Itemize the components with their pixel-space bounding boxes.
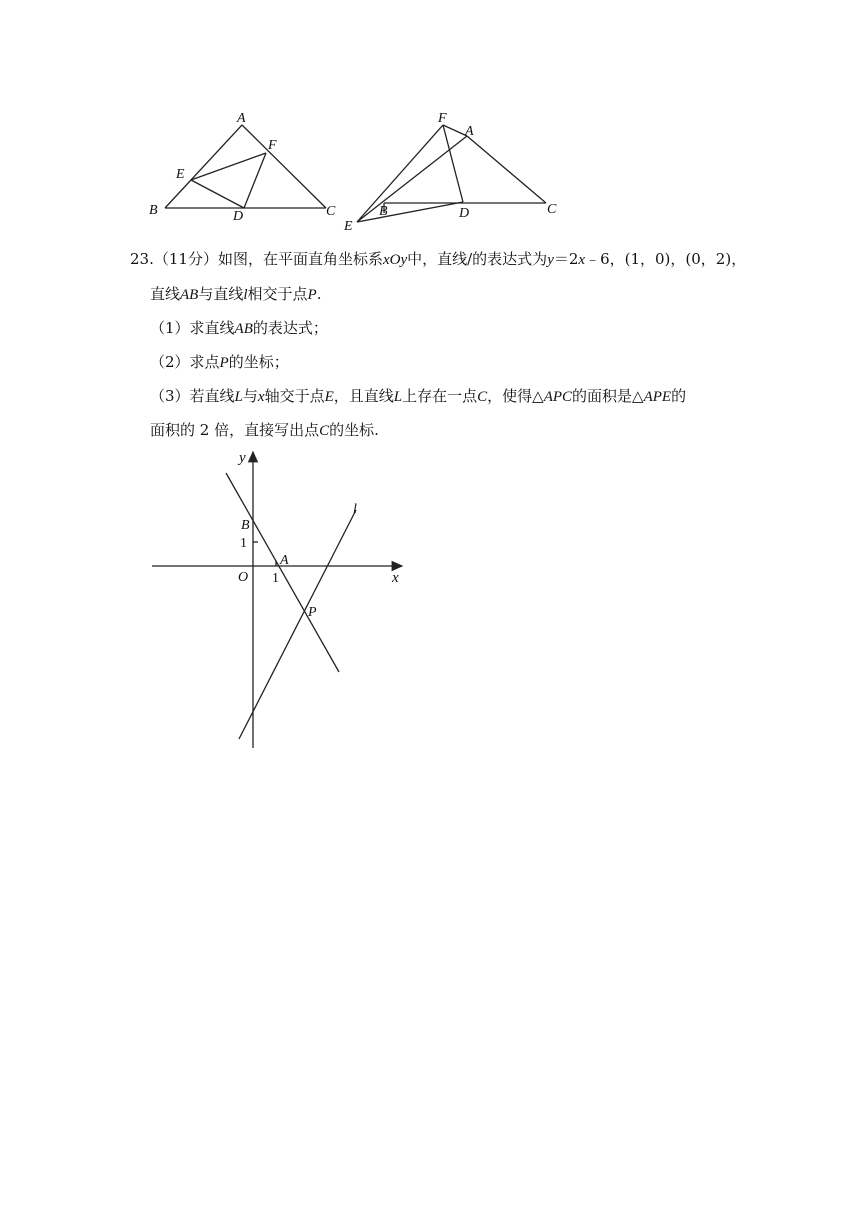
part2-var: P — [219, 355, 229, 371]
part3-text-g: 的面积是△ — [572, 387, 644, 405]
figure-triangle-1 — [140, 105, 350, 230]
segment-ED — [191, 180, 244, 208]
label-E: E — [344, 219, 353, 234]
eq-tail: ﹣6，(1，0)，(0，2)， — [585, 250, 747, 268]
question-part-3 — [150, 386, 686, 407]
label-D: D — [233, 209, 244, 224]
part1-text-a: （1）求直线 — [150, 319, 235, 337]
axis-label-x: x — [392, 570, 399, 586]
part1-var: AB — [234, 321, 253, 337]
question-part-2 — [150, 352, 289, 373]
var-x: x — [578, 252, 586, 268]
segment-FE — [357, 125, 443, 222]
question-number: 23. — [130, 250, 154, 268]
line-l — [239, 510, 356, 739]
axis-label-y: y — [239, 450, 246, 466]
part2-text-a: （2）求点 — [150, 353, 220, 371]
part3-var-L2: L — [393, 389, 403, 405]
label-F: F — [438, 111, 447, 126]
part3-text-f: ，使得△ — [487, 387, 544, 405]
part3-text-c: 轴交于点 — [264, 387, 325, 405]
part3-var-APE: APE — [643, 389, 672, 405]
question-part-1 — [150, 318, 328, 339]
eq-mid: ＝2 — [553, 250, 579, 268]
line2-text-a: 直线 — [150, 285, 181, 303]
tick-label-x-1: 1 — [272, 571, 279, 586]
label-C: C — [547, 202, 557, 217]
segment-AC — [467, 136, 546, 203]
segment-EF — [191, 153, 266, 180]
label-C: C — [326, 204, 336, 219]
segment-FD — [244, 153, 266, 208]
label-B: B — [379, 204, 388, 219]
part2-text-b: 的坐标； — [228, 353, 289, 371]
label-A: A — [465, 124, 474, 139]
line2-text-d: . — [316, 285, 322, 303]
label-B: B — [149, 203, 158, 218]
part3-text-a: （3）若直线 — [150, 387, 235, 405]
part3-var-C: C — [477, 389, 488, 405]
label-E: E — [176, 167, 185, 182]
label-B: B — [241, 518, 250, 533]
segment-EA — [357, 136, 470, 222]
part3-text-e: 上存在一点 — [402, 387, 478, 405]
line2-text-c: 相交于点 — [247, 285, 308, 303]
question-points: （11分） — [153, 250, 218, 268]
part1-text-b: 的表达式； — [252, 319, 328, 337]
segment-FA — [443, 125, 467, 136]
intro-text-a: 如图，在平面直角坐标系 — [217, 250, 383, 268]
segment-AC — [242, 125, 326, 208]
coordinate-graph-svg — [140, 440, 420, 760]
coordinate-graph — [140, 440, 420, 760]
origin-label: O — [238, 570, 249, 585]
question-part-3-line-2 — [150, 420, 379, 441]
var-y: y — [547, 252, 554, 268]
label-P: P — [308, 605, 317, 620]
label-F: F — [268, 138, 277, 153]
line2-text-b: 与直线 — [198, 285, 244, 303]
tick-label-y-1: 1 — [240, 536, 247, 551]
var-P: P — [307, 287, 317, 303]
part3-var-APC: APC — [543, 389, 573, 405]
segment-FD — [443, 125, 463, 202]
figure-triangle-2-svg — [340, 105, 570, 235]
label-A: A — [237, 111, 246, 126]
part3-line2-text-b: 的坐标. — [329, 421, 379, 439]
part3-text-d: ，且直线 — [333, 387, 394, 405]
part3-text-h: 的 — [671, 387, 687, 405]
label-A: A — [280, 553, 289, 568]
var-l: l — [243, 287, 248, 303]
figure-triangle-1-svg — [140, 105, 350, 230]
figure-triangle-2 — [340, 105, 570, 235]
part3-text-b: 与 — [242, 387, 258, 405]
part3-var-E: E — [324, 389, 334, 405]
var-xOy: xOy — [382, 252, 408, 268]
label-D: D — [459, 206, 470, 221]
var-AB: AB — [180, 287, 199, 303]
question-line-1 — [130, 249, 746, 270]
label-l: l — [353, 502, 357, 517]
part3-var-x: x — [257, 389, 265, 405]
intro-text-b: 中，直线/的表达式为 — [407, 250, 548, 268]
part3-line2-var-C: C — [319, 423, 330, 439]
part3-line2-text-a: 面积的 2 倍，直接写出点 — [150, 421, 320, 439]
part3-var-L1: L — [234, 389, 243, 405]
question-line-2 — [150, 284, 322, 305]
